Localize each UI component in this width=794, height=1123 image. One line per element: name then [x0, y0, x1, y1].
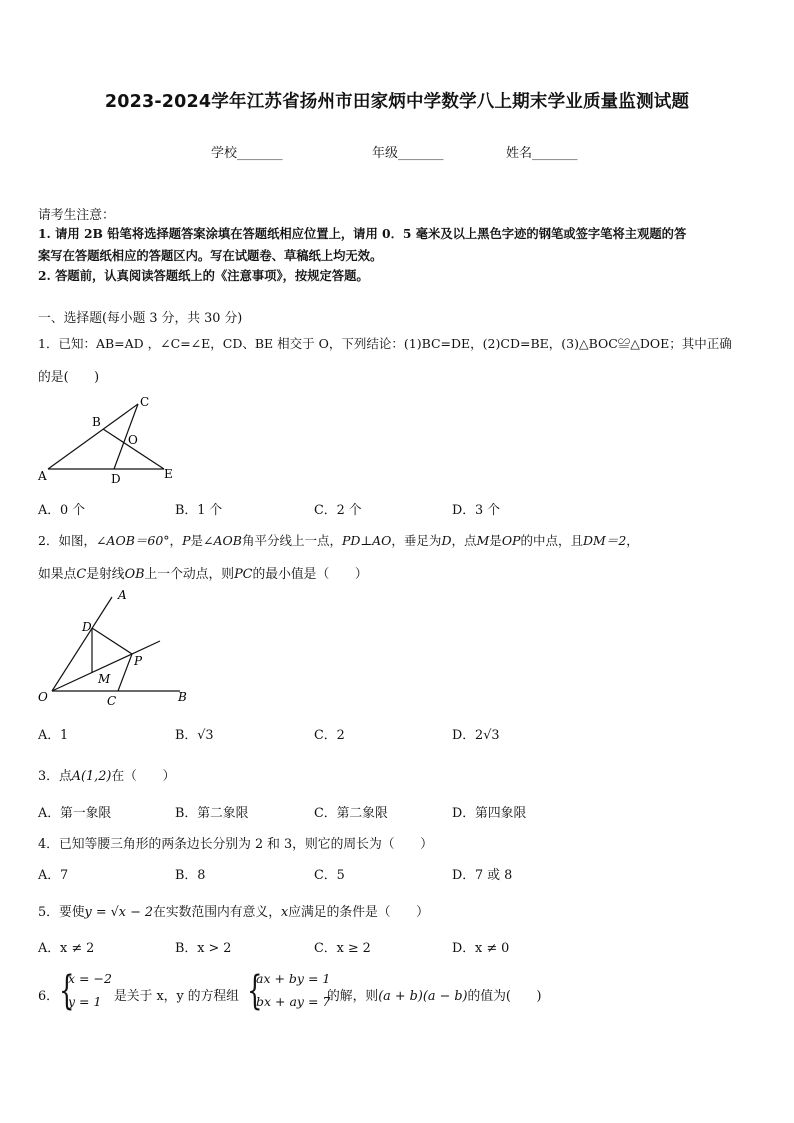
section-heading: 一、选择题(每小题 3 分，共 30 分) — [38, 311, 243, 326]
q6-solution-x: x = −2 — [68, 971, 112, 986]
q3-text — [38, 765, 175, 784]
q1-option-d: D．3 个 — [452, 503, 501, 518]
q1-label-a: A — [38, 469, 47, 483]
q2-text — [38, 531, 639, 549]
q1-option-a: A．0 个 — [38, 503, 86, 518]
q2-figure — [30, 585, 200, 710]
q4-text: 4．已知等腰三角形的两条边长分别为 2 和 3，则它的周长为（ ） — [38, 837, 433, 852]
notice-line-1: 1. 请用 2B 铅笔将选择题答案涂填在答题纸相应位置上，请用 0．5 毫米及以上黑色字迹的钢笔或签字笔将主观题的答 — [38, 226, 687, 241]
q2-text-part: 上一个动点，则 — [144, 567, 235, 582]
q2-label-p: P — [134, 654, 143, 668]
q6-number: 6． — [38, 989, 59, 1004]
q2-text-part: 的中点，且 — [520, 533, 583, 548]
q2-option-c: C．2 — [314, 728, 345, 743]
q6-text-tail — [327, 985, 542, 1004]
notice-heading: 请考生注意： — [38, 208, 115, 223]
q6-math-expr: (a + b)(a − b) — [378, 989, 468, 1004]
q3-option-d: D．第四象限 — [452, 806, 527, 821]
q5-text-part: 应满足的条件是（ ） — [288, 905, 429, 920]
q2-option-a: A．1 — [38, 728, 69, 743]
page-title: 2023-2024学年江苏省扬州市田家炳中学数学八上期末学业质量监测试题 — [104, 92, 690, 112]
q2-text-part: 是 — [190, 533, 203, 548]
q4-option-b: B．8 — [175, 868, 206, 883]
q2-math-angle: ∠AOB＝60° — [95, 533, 170, 548]
q2-math-m: M — [476, 533, 490, 548]
q4-option-a: A．7 — [38, 868, 69, 883]
q3-text-part: 在（ ） — [111, 769, 176, 784]
q2-math-p: P — [182, 533, 191, 548]
q3-math-point: A(1,2) — [71, 769, 112, 784]
q2-math-ob: OB — [124, 567, 145, 582]
q1-figure — [30, 392, 190, 487]
q2-text-part: ， — [626, 533, 639, 548]
q2-math-pd: PD⊥AO — [341, 533, 392, 548]
q2-math-c: C — [76, 567, 87, 582]
q2-text-part: ， — [169, 533, 183, 548]
q2-option-b: B．√3 — [175, 728, 214, 743]
q3-option-a: A．第一象限 — [38, 806, 112, 821]
q2-text-cont — [38, 563, 368, 582]
q2-text-part: 2．如图， — [38, 533, 96, 548]
q5-option-c: C．x ≥ 2 — [314, 941, 371, 956]
q1-label-d: D — [111, 472, 121, 486]
q6-equation-2: bx + ay = 7 — [256, 994, 331, 1009]
q5-math-expr: y = √x − 2 — [84, 905, 154, 920]
q2-math-aob: ∠AOB — [203, 533, 242, 548]
q2-label-o: O — [38, 690, 48, 704]
q2-text-part: 角平分线上一点， — [241, 533, 342, 548]
q3-option-b: B．第二象限 — [175, 806, 249, 821]
q2-math-d: D — [441, 533, 452, 548]
school-field: 学校_______ — [211, 146, 283, 161]
q2-label-a: A — [118, 588, 127, 602]
q2-math-op: OP — [501, 533, 521, 548]
q1-label-e: E — [164, 467, 173, 481]
q6-text-part: 是关于 x，y 的方程组 — [114, 989, 239, 1004]
q5-option-b: B．x > 2 — [175, 941, 232, 956]
q2-text-part: 是射线 — [86, 567, 125, 582]
q1-label-c: C — [140, 395, 150, 409]
q2-text-part: ，点 — [451, 533, 477, 548]
q6-equation-1: ax + by = 1 — [256, 971, 331, 986]
name-field: 姓名_______ — [506, 146, 578, 161]
q2-label-m: M — [98, 672, 111, 686]
q1-label-b: B — [92, 415, 101, 429]
q2-label-c: C — [107, 694, 117, 708]
q5-text-part: 在实数范围内有意义， — [153, 905, 281, 920]
q6-brace-left: { — [59, 968, 75, 1014]
q2-text-part: 如果点 — [38, 567, 77, 582]
q6-text-part: 的值为( ) — [467, 989, 542, 1004]
grade-field: 年级_______ — [372, 146, 444, 161]
q2-segment-pd — [92, 628, 132, 654]
notice-line-1b: 案写在答题纸相应的答题区内。写在试题卷、草稿纸上均无效。 — [38, 248, 383, 263]
q5-math-x: x — [280, 905, 289, 920]
q1-option-b: B．1 个 — [175, 503, 223, 518]
q3-text-part: 3．点 — [38, 769, 72, 784]
q2-option-d: D．2√3 — [452, 728, 500, 743]
q6-solution-y: y = 1 — [68, 994, 102, 1009]
notice-line-2: 2. 答题前，认真阅读答题纸上的《注意事项》，按规定答题。 — [38, 268, 369, 283]
q5-option-d: D．x ≠ 0 — [452, 941, 510, 956]
q5-text-part: 5．要使 — [38, 905, 85, 920]
q2-math-pc: PC — [234, 567, 253, 582]
q2-text-part: 是 — [489, 533, 502, 548]
q5-option-a: A．x ≠ 2 — [38, 941, 95, 956]
q2-label-d: D — [82, 620, 92, 634]
q1-label-o: O — [128, 433, 138, 447]
q1-segment-ac — [48, 404, 138, 469]
q2-label-b: B — [178, 690, 187, 704]
q2-math-dm: DM＝2 — [583, 533, 627, 548]
q6-brace-right: { — [247, 968, 263, 1014]
q3-option-c: C．第二象限 — [314, 806, 388, 821]
q6-text-part: 的解，则 — [327, 989, 379, 1004]
q4-option-c: C．5 — [314, 868, 345, 883]
q1-option-c: C．2 个 — [314, 503, 362, 518]
q1-text: 1．已知：AB=AD ，∠C=∠E，CD、BE 相交于 O，下列结论：(1)BC=DE，(2)CD=BE，(3)△BOC≌△DOE；其中正确 — [38, 336, 732, 351]
q2-text-part: 的最小值是（ ） — [252, 567, 368, 582]
q5-text — [38, 901, 429, 920]
q1-text-cont: 的是( ) — [38, 370, 100, 385]
q4-option-d: D．7 或 8 — [452, 868, 513, 883]
q2-text-part: ，垂足为 — [391, 533, 442, 548]
